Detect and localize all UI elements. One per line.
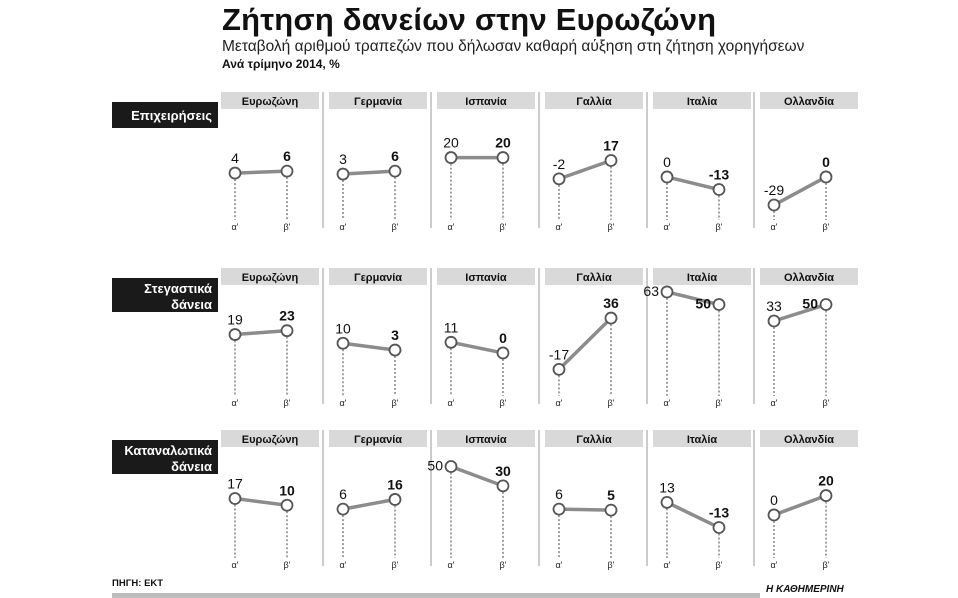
data-label: 10 <box>279 482 295 499</box>
x-tick-label: β' <box>391 560 399 570</box>
data-point-marker <box>282 166 293 177</box>
x-tick-label: α' <box>555 398 563 408</box>
data-label: 16 <box>387 476 403 493</box>
column-header-label: Ευρωζώνη <box>241 434 299 446</box>
data-point-marker <box>230 493 241 504</box>
column-header-label: Ισπανία <box>465 434 507 446</box>
column-header-label: Ευρωζώνη <box>241 272 299 284</box>
data-label: 13 <box>659 479 675 496</box>
data-point-marker <box>606 505 617 516</box>
x-tick-label: β' <box>391 398 399 408</box>
x-tick-label: β' <box>283 222 291 232</box>
data-label: 50 <box>427 457 443 474</box>
row-label: δάνεια <box>171 297 212 312</box>
x-tick-label: β' <box>822 560 830 570</box>
data-label: -29 <box>763 182 785 199</box>
data-point-marker <box>338 504 349 515</box>
data-label: 6 <box>339 486 347 503</box>
data-label: 3 <box>391 327 399 344</box>
row-label: Στεγαστικά <box>144 281 212 296</box>
x-tick-label: α' <box>447 560 455 570</box>
data-point-marker <box>662 497 673 508</box>
data-point-marker <box>554 173 565 184</box>
column-header-label: Ολλανδία <box>783 434 835 446</box>
data-label: 6 <box>283 148 291 165</box>
data-label: 4 <box>231 150 239 167</box>
data-label: 20 <box>818 472 834 489</box>
data-point-marker <box>821 299 832 310</box>
data-point-marker <box>498 347 509 358</box>
x-tick-label: β' <box>283 560 291 570</box>
x-tick-label: β' <box>607 222 615 232</box>
data-point-marker <box>498 480 509 491</box>
data-point-marker <box>606 313 617 324</box>
data-point-marker <box>662 286 673 297</box>
column-header-label: Ολλανδία <box>783 272 835 284</box>
data-label: 5 <box>607 487 615 504</box>
data-label: 11 <box>443 319 459 336</box>
column-header-label: Γερμανία <box>353 434 403 446</box>
column-header-label: Ισπανία <box>465 272 507 284</box>
chart-title: Ζήτηση δανείων στην Ευρωζώνη <box>222 2 717 37</box>
data-label: 10 <box>335 320 351 337</box>
data-label: 36 <box>603 295 619 312</box>
data-point-marker <box>554 364 565 375</box>
x-tick-label: β' <box>607 398 615 408</box>
x-tick-label: α' <box>339 398 347 408</box>
series-line <box>559 509 611 510</box>
column-header-label: Γαλλία <box>576 96 612 108</box>
data-point-marker <box>769 200 780 211</box>
data-point-marker <box>390 494 401 505</box>
x-tick-label: α' <box>555 222 563 232</box>
data-label: -13 <box>708 504 730 521</box>
x-tick-label: β' <box>715 222 723 232</box>
x-tick-label: α' <box>555 560 563 570</box>
x-tick-label: α' <box>231 398 239 408</box>
series-line <box>667 292 719 305</box>
x-tick-label: α' <box>770 398 778 408</box>
period-note: Ανά τρίμηνο 2014, % <box>222 57 340 71</box>
data-label: 6 <box>391 148 399 165</box>
data-label: -13 <box>708 166 730 183</box>
x-tick-label: α' <box>663 560 671 570</box>
x-tick-label: α' <box>663 398 671 408</box>
column-header-label: Ισπανία <box>465 96 507 108</box>
data-point-marker <box>554 504 565 515</box>
data-point-marker <box>769 509 780 520</box>
chart-subtitle: Μεταβολή αριθμού τραπεζών που δήλωσαν καθαρή αύξηση στη ζήτηση χορηγήσεων <box>222 38 805 55</box>
column-header-label: Ιταλία <box>686 272 718 284</box>
data-label: 0 <box>822 153 830 170</box>
column-header-label: Ιταλία <box>686 96 718 108</box>
x-tick-label: β' <box>283 398 291 408</box>
source-note: ΠΗΓΗ: ΕΚΤ <box>112 578 164 589</box>
data-point-marker <box>821 171 832 182</box>
row-label: Επιχειρήσεις <box>131 108 212 123</box>
data-label: 50 <box>802 295 818 312</box>
series-line <box>235 331 287 335</box>
series-line <box>774 305 826 321</box>
data-point-marker <box>338 169 349 180</box>
data-label: 17 <box>603 137 619 154</box>
column-header-label: Ευρωζώνη <box>241 96 299 108</box>
x-tick-label: α' <box>339 560 347 570</box>
x-tick-label: α' <box>447 222 455 232</box>
data-label: 20 <box>495 134 511 151</box>
publisher-credit: Η ΚΑΘΗΜΕΡΙΝΗ <box>766 584 844 595</box>
x-tick-label: β' <box>607 560 615 570</box>
data-point-marker <box>714 522 725 533</box>
data-point-marker <box>446 337 457 348</box>
data-label: -2 <box>552 155 566 172</box>
column-header-label: Γαλλία <box>576 272 612 284</box>
x-tick-label: α' <box>231 560 239 570</box>
x-tick-label: α' <box>770 222 778 232</box>
x-tick-label: α' <box>339 222 347 232</box>
series-line <box>235 171 287 173</box>
data-label: 30 <box>495 462 511 479</box>
x-tick-label: β' <box>391 222 399 232</box>
data-label: 0 <box>770 491 778 508</box>
x-tick-label: β' <box>822 398 830 408</box>
data-point-marker <box>282 325 293 336</box>
series-line <box>343 171 395 174</box>
x-tick-label: β' <box>715 560 723 570</box>
x-tick-label: α' <box>770 560 778 570</box>
series-line <box>451 342 503 353</box>
x-tick-label: β' <box>499 222 507 232</box>
data-label: 33 <box>766 297 782 314</box>
x-tick-label: β' <box>822 222 830 232</box>
data-point-marker <box>390 166 401 177</box>
data-label: 0 <box>499 329 507 346</box>
data-point-marker <box>282 500 293 511</box>
series-line <box>343 343 395 350</box>
x-tick-label: β' <box>499 560 507 570</box>
data-point-marker <box>390 345 401 356</box>
series-line <box>774 496 826 515</box>
x-tick-label: α' <box>231 222 239 232</box>
data-label: 63 <box>643 282 659 299</box>
data-label: 19 <box>227 311 243 328</box>
series-line <box>235 498 287 505</box>
data-point-marker <box>230 329 241 340</box>
data-label: 6 <box>555 486 563 503</box>
footer-bar <box>112 593 760 598</box>
x-tick-label: α' <box>663 222 671 232</box>
column-header-label: Γερμανία <box>353 96 403 108</box>
data-label: 3 <box>339 151 347 168</box>
data-label: 0 <box>663 153 671 170</box>
column-header-label: Ιταλία <box>686 434 718 446</box>
column-header-label: Γερμανία <box>353 272 403 284</box>
data-point-marker <box>714 184 725 195</box>
data-label: 20 <box>443 134 459 151</box>
data-point-marker <box>230 168 241 179</box>
data-label: 50 <box>695 295 711 312</box>
row-label: Καταναλωτικά <box>124 443 212 458</box>
x-tick-label: β' <box>499 398 507 408</box>
data-point-marker <box>606 155 617 166</box>
data-point-marker <box>821 490 832 501</box>
data-point-marker <box>662 171 673 182</box>
column-header-label: Γαλλία <box>576 434 612 446</box>
series-line <box>343 499 395 509</box>
data-point-marker <box>714 299 725 310</box>
data-label: -17 <box>548 346 570 363</box>
data-label: 23 <box>279 307 295 324</box>
data-point-marker <box>338 338 349 349</box>
x-tick-label: α' <box>447 398 455 408</box>
data-point-marker <box>769 315 780 326</box>
data-point-marker <box>446 461 457 472</box>
column-header-label: Ολλανδία <box>783 96 835 108</box>
x-tick-label: β' <box>715 398 723 408</box>
data-label: 17 <box>227 475 243 492</box>
series-line <box>559 160 611 178</box>
row-label: δάνεια <box>171 459 212 474</box>
data-point-marker <box>446 152 457 163</box>
data-point-marker <box>498 152 509 163</box>
